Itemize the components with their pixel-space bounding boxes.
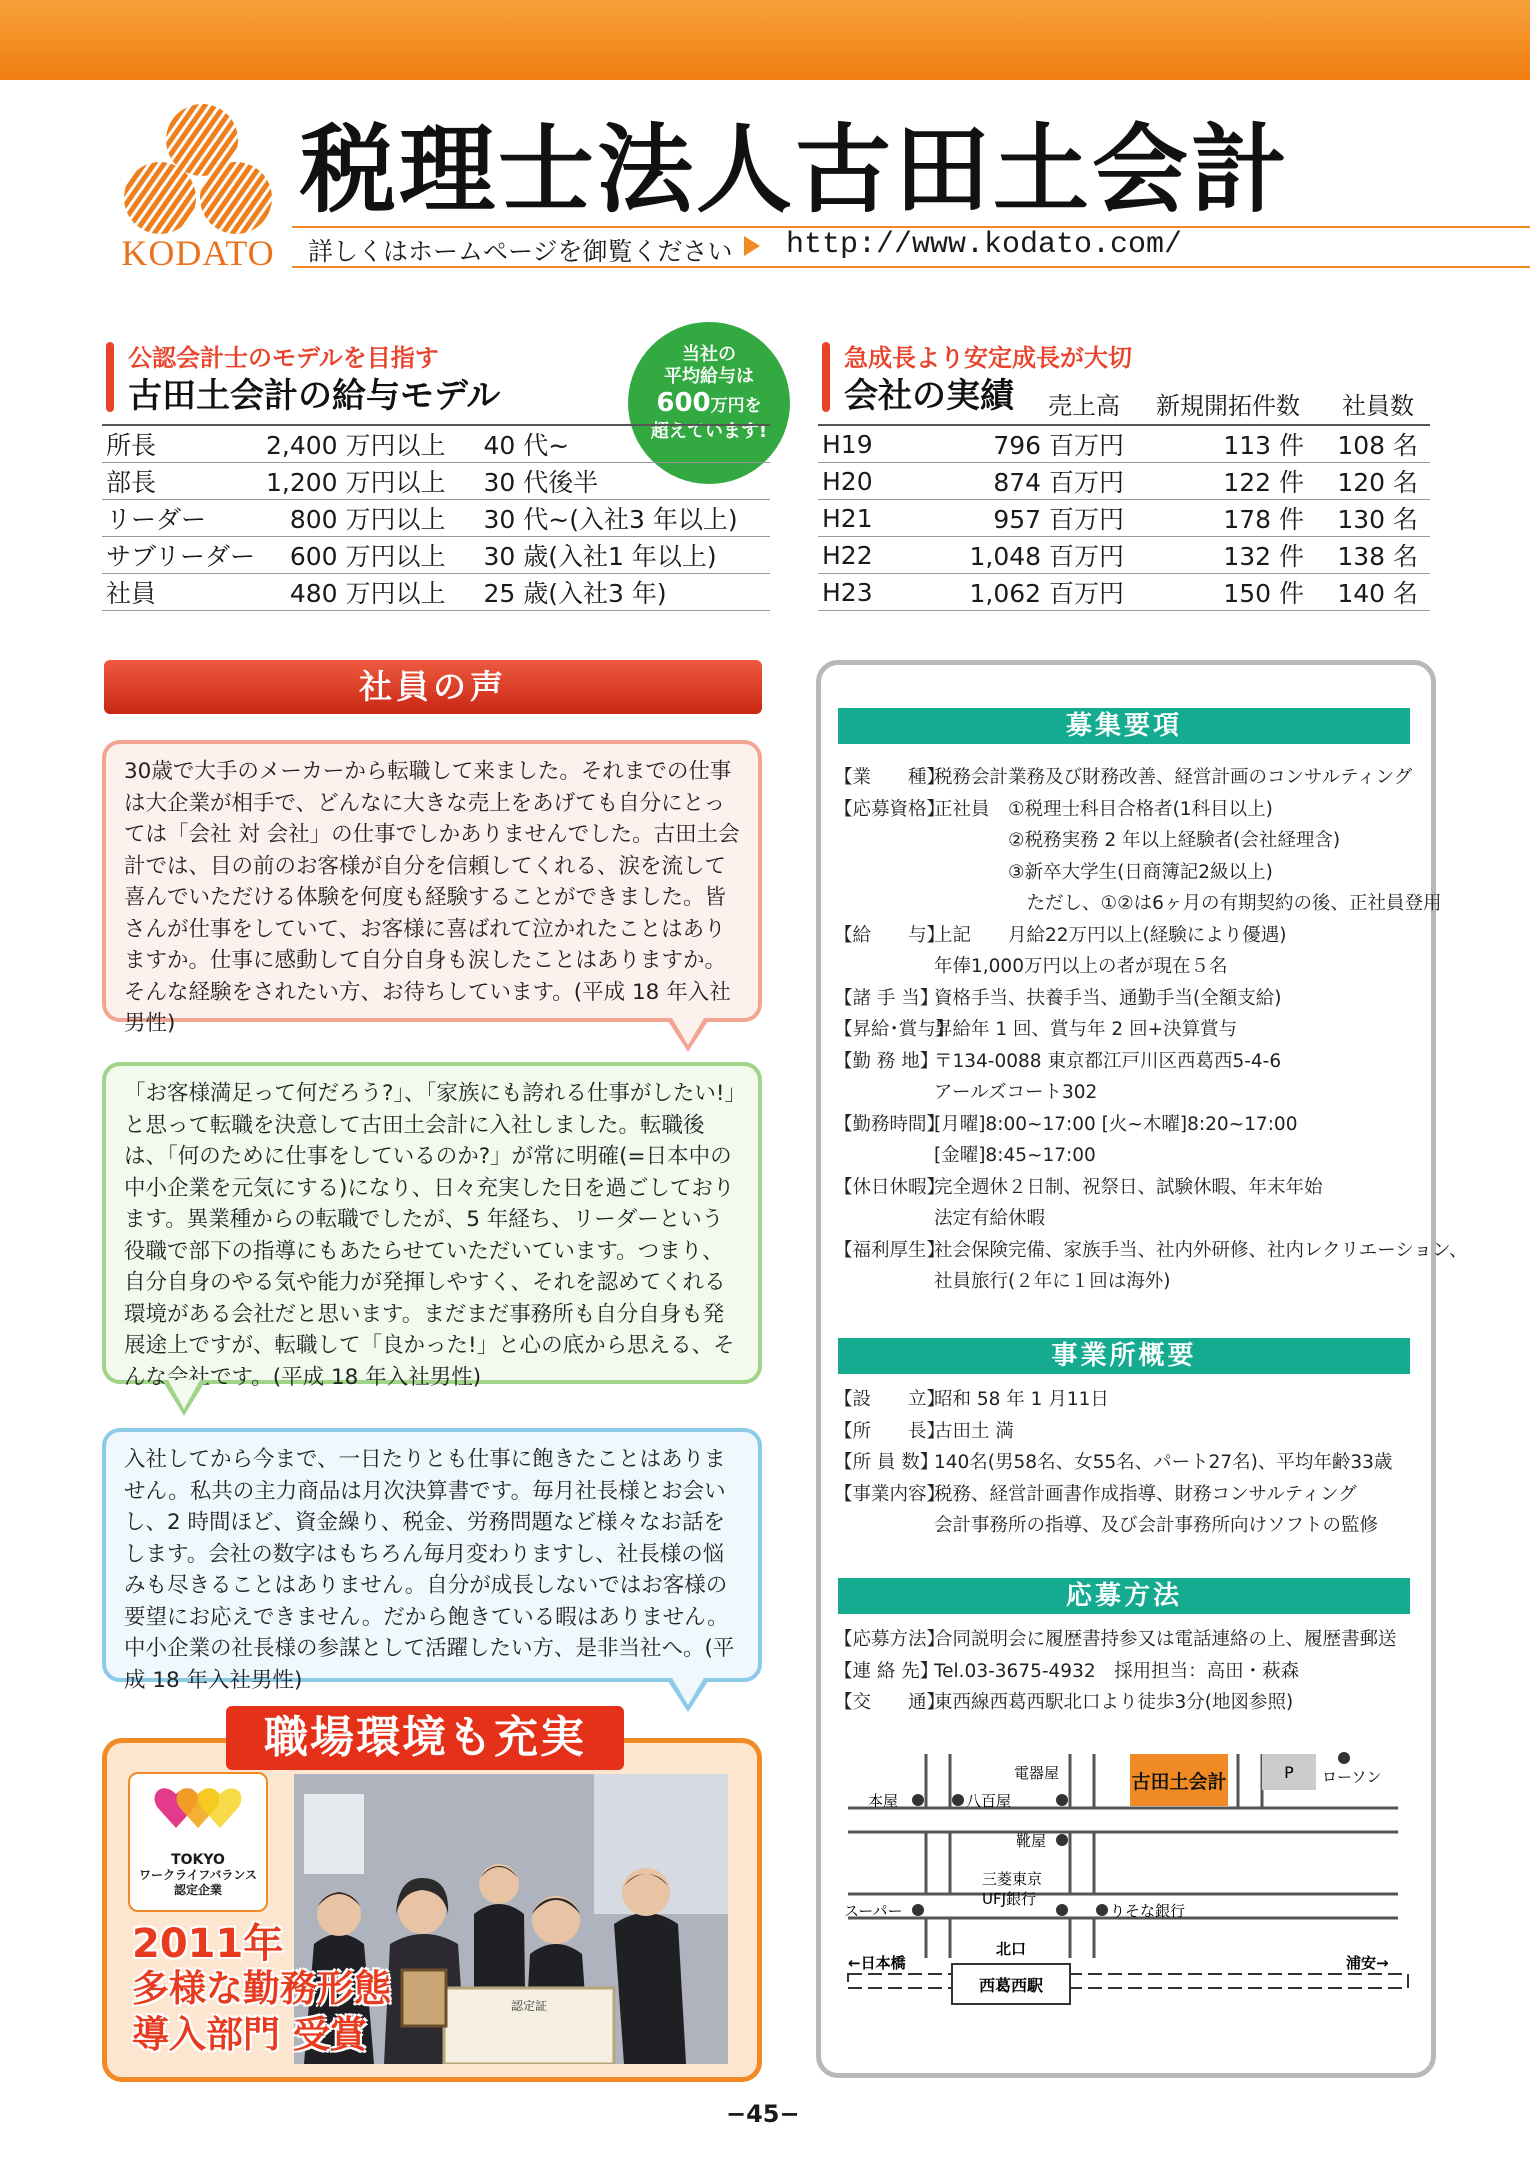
north-exit-label: 北口 [995, 1940, 1027, 1958]
info-label: 【昇給･賞与】 [834, 1019, 955, 1040]
info-label: 【設 立】 [834, 1389, 946, 1410]
salary-cell: リーダー [102, 500, 262, 537]
voice-bubble [102, 1428, 762, 1693]
info-value: 昭和 58 年 1 月11日 [934, 1389, 1109, 1410]
info-row [834, 1447, 1392, 1479]
info-value: ③新卒大学生(日商簿記2級以上) [934, 861, 1273, 883]
info-label: 【応募資格】 [834, 798, 946, 820]
perf-cell: 1,062 百万円 [928, 574, 1128, 611]
perf-cell: 130 名 [1308, 500, 1430, 537]
salary-row [102, 463, 770, 500]
perf-header-staff: 社員数 [1342, 392, 1414, 420]
voice-text: 「お客様満足って何だろう?」、「家族にも誇れる仕事がしたい!」と思って転職を決意して古田土会計に入社しました。転職後は、「何のために仕事をしているのか?」が常に明確(=日本中の中小企業を元気にする)になり、日々充実した日を過ごしております。異業種からの転職でしたが、5 年経ち、リーダーという役職で部下の指導にもあたらせていただいています。つまり、自分自身のやる気や能力が発揮しやすく、それを認めてくれる環境がある会社だと思います。まだまだ事務所も自分自身も発展途上ですが、転職して「良かった!」と心の底から思える、そんな会社です。(平成 18 年入社男性) [124, 1081, 736, 1390]
info-row [834, 920, 1468, 952]
apply-heading: 応募方法 [838, 1578, 1410, 1614]
map-label: 本屋 [868, 1792, 899, 1810]
perf-cell: 874 百万円 [928, 463, 1128, 500]
parking-label: P [1284, 1763, 1294, 1782]
info-value: [金曜]8:45~17:00 [934, 1145, 1096, 1166]
perf-cell: 113 件 [1128, 425, 1308, 463]
info-label: 【連 絡 先】 [834, 1660, 939, 1682]
perf-row [818, 500, 1430, 537]
perf-header-new-clients: 新規開拓件数 [1156, 392, 1300, 420]
homepage-text: 詳しくはホームページを御覧ください [308, 237, 733, 266]
info-value: 社会保険完備、家族手当、社内外研修、社内レクリエーション、 [934, 1239, 1468, 1261]
info-row [834, 888, 1468, 920]
salary-cell: 40 代~ [480, 425, 770, 463]
performance-table [818, 424, 1430, 611]
office-label: 古田土会計 [1131, 1771, 1227, 1793]
info-row [834, 857, 1468, 889]
info-label: 【業 種】 [834, 767, 946, 788]
badge-amount [628, 388, 790, 421]
map-label: スーパー [844, 1902, 903, 1920]
info-label: 【事業内容】 [834, 1483, 946, 1505]
salary-row [102, 537, 770, 574]
salary-subtitle: 公認会計士のモデルを目指す [128, 344, 439, 372]
info-row [834, 1479, 1392, 1511]
info-value: 年俸1,000万円以上の者が現在５名 [934, 956, 1228, 977]
bubble-tail [168, 1380, 200, 1409]
salary-cell: 600 万円以上 [262, 537, 480, 574]
info-row [834, 1624, 1397, 1656]
map-label: りそな銀行 [1110, 1902, 1186, 1920]
voice-text: 30歳で大手のメーカーから転職して来ました。それまでの仕事は大企業が相手で、どんなに大きな売上をあげても自分にとっては「会社 対 会社」の仕事でしかありませんでした。古田土会計では、目の前のお客様が自分を信頼してくれる、涙を流して喜んでいただける体験を何度も経験することができました。皆さんが仕事をしていて、お客様に喜ばれて泣かれたことはありますか。仕事に感動して自分自身も涙したことはありますか。そんな経験をされたい方、お待ちしています。(平成 18 年入社男性) [124, 759, 740, 1036]
info-label: 【諸 手 当】 [834, 987, 939, 1009]
info-row [834, 1140, 1468, 1172]
perf-row [818, 537, 1430, 574]
urayasu-label: 浦安→ [1346, 1954, 1389, 1972]
info-value: 140名(男58名、女55名、パート27名)、平均年齢33歳 [934, 1452, 1393, 1473]
voices-banner: 社員の声 [104, 660, 762, 714]
map-label: ローソン [1322, 1768, 1382, 1786]
info-row [834, 1266, 1468, 1298]
info-value: 社員旅行(２年に１回は海外) [934, 1271, 1171, 1292]
tokyo-label: ワークライフバランス [139, 1868, 257, 1882]
info-value: 東西線西葛西駅北口より徒歩3分(地図参照) [934, 1692, 1294, 1713]
recruit-heading: 募集要項 [838, 708, 1410, 744]
perf-cell: 138 名 [1308, 537, 1430, 574]
info-value: 完全週休２日制、祝祭日、試験休暇、年末年始 [934, 1176, 1323, 1198]
perf-header-sales: 売上高 [1048, 392, 1120, 420]
salary-table [102, 424, 770, 611]
badge-number: 600 [656, 388, 711, 418]
map-label: 靴屋 [1016, 1832, 1047, 1850]
certificate-text: 認定証 [510, 1999, 548, 2013]
info-row [834, 1172, 1468, 1204]
info-row [834, 762, 1468, 794]
info-label: 【所 員 数】 [834, 1452, 939, 1473]
info-value: 税務、経営計画書作成指導、財務コンサルティング [934, 1483, 1357, 1505]
map-label: 三菱東京 [982, 1870, 1043, 1888]
info-value: [月曜]8:00~17:00 [火~木曜]8:20~17:00 [934, 1113, 1298, 1135]
award-year: 2011年 [132, 1921, 284, 1967]
info-row [834, 1687, 1397, 1719]
access-map [838, 1748, 1412, 2010]
badge-line: 超えています! [650, 421, 768, 442]
info-value: 合同説明会に履歴書持参又は電話連絡の上、履歴書郵送 [934, 1629, 1397, 1650]
perf-cell: H22 [818, 537, 928, 574]
salary-row [102, 574, 770, 611]
map-label: 八百屋 [966, 1792, 1012, 1810]
apply-list [834, 1624, 1397, 1719]
salary-cell: サブリーダー [102, 537, 262, 574]
salary-title: 古田土会計の給与モデル [128, 376, 501, 416]
perf-cell: 140 名 [1308, 574, 1430, 611]
info-label: 【応募方法】 [834, 1629, 946, 1650]
badge-line: 平均給与は [664, 366, 754, 387]
environment-banner: 職場環境も充実 [226, 1706, 624, 1770]
info-row [834, 1235, 1468, 1267]
info-value: 法定有給休暇 [934, 1208, 1046, 1229]
salary-row [102, 500, 770, 537]
info-row [834, 1203, 1468, 1235]
perf-row [818, 574, 1430, 611]
info-row [834, 1109, 1468, 1141]
perf-cell: H21 [818, 500, 928, 537]
info-row [834, 951, 1468, 983]
perf-cell: 150 件 [1128, 574, 1308, 611]
info-label: 【勤務時間】 [834, 1113, 946, 1135]
voice-bubble [102, 1062, 762, 1390]
salary-cell: 800 万円以上 [262, 500, 480, 537]
info-value: ただし、①②は6ヶ月の有期契約の後、正社員登用 [934, 893, 1442, 914]
perf-cell: 957 百万円 [928, 500, 1128, 537]
voice-bubble [102, 740, 762, 1036]
perf-cell: 122 件 [1128, 463, 1308, 500]
info-row [834, 1046, 1468, 1078]
salary-cell: 社員 [102, 574, 262, 611]
office-heading: 事業所概要 [838, 1338, 1410, 1374]
info-value: 会計事務所の指導、及び会計事務所向けソフトの監修 [934, 1515, 1379, 1536]
award-line: 多様な勤務形態 [132, 1967, 391, 2010]
salary-cell: 480 万円以上 [262, 574, 480, 611]
salary-cell: 25 歳(入社3 年) [480, 574, 770, 611]
award-line: 導入部門 受賞 [132, 2013, 367, 2056]
tokyo-wlb-card [128, 1772, 268, 1912]
logo-text: KODATO [121, 233, 275, 273]
info-label: 【福利厚生】 [834, 1239, 946, 1261]
map-label: 電器屋 [1014, 1764, 1060, 1782]
salary-cell: 部長 [102, 463, 262, 500]
info-row [834, 983, 1468, 1015]
info-row [834, 825, 1468, 857]
company-title: 税理士法人古田土会計 [300, 114, 1290, 226]
perf-cell: 178 件 [1128, 500, 1308, 537]
perf-cell: H19 [818, 425, 928, 463]
salary-cell: 1,200 万円以上 [262, 463, 480, 500]
info-label: 【休日休暇】 [834, 1176, 946, 1198]
performance-title: 会社の実績 [844, 376, 1014, 416]
info-label: 【交 通】 [834, 1692, 946, 1713]
performance-subtitle: 急成長より安定成長が大切 [844, 344, 1132, 372]
info-value: 正社員 ①税理士科目合格者(1科目以上) [934, 798, 1273, 820]
arrow-right-icon [744, 236, 760, 256]
recruit-list [834, 762, 1468, 1298]
perf-cell: 120 名 [1308, 463, 1430, 500]
info-value: 税務会計業務及び財務改善、経営計画のコンサルティング [934, 767, 1413, 788]
info-row [834, 1077, 1468, 1109]
info-label: 【勤 務 地】 [834, 1050, 939, 1072]
info-row [834, 1416, 1392, 1448]
info-row [834, 1384, 1392, 1416]
perf-cell: 132 件 [1128, 537, 1308, 574]
salary-cell: 2,400 万円以上 [262, 425, 480, 463]
tokyo-label: 認定企業 [173, 1883, 222, 1897]
info-row [834, 1014, 1468, 1046]
perf-cell: 796 百万円 [928, 425, 1128, 463]
top-color-bar [0, 0, 1530, 80]
salary-cell: 所長 [102, 425, 262, 463]
heading-bar [106, 342, 114, 412]
bubble-tail [672, 1018, 704, 1045]
station-label: 西葛西駅 [978, 1976, 1044, 1995]
homepage-url-link[interactable]: http://www.kodato.com/ [786, 228, 1183, 262]
salary-cell: 30 歳(入社1 年以上) [480, 537, 770, 574]
info-value: 上記 月給22万円以上(経験により優遇) [934, 924, 1287, 946]
page-number: −45− [726, 2100, 800, 2128]
heart-logo-icon [148, 1780, 248, 1844]
perf-row [818, 463, 1430, 500]
salary-cell: 30 代後半 [480, 463, 770, 500]
info-label: 【給 与】 [834, 924, 946, 946]
perf-cell: H20 [818, 463, 928, 500]
info-value: アールズコート302 [934, 1082, 1098, 1103]
nihonbashi-label: ←日本橋 [848, 1954, 906, 1972]
perf-cell: 108 名 [1308, 425, 1430, 463]
heading-bar [822, 342, 830, 412]
badge-unit: 万円を [710, 396, 762, 416]
info-value: 資格手当、扶養手当、通勤手当(全額支給) [934, 987, 1282, 1009]
info-value: Tel.03-3675-4932 採用担当：高田・萩森 [934, 1660, 1300, 1682]
tokyo-label: TOKYO [171, 1852, 225, 1868]
info-value: ②税務実務 2 年以上経験者(会社経理含) [934, 830, 1341, 851]
info-label: 【所 長】 [834, 1420, 946, 1442]
salary-row [102, 425, 770, 463]
info-value: 昇給年 1 回、賞与年 2 回+決算賞与 [934, 1019, 1238, 1040]
info-value: 〒134-0088 東京都江戸川区西葛西5-4-6 [934, 1050, 1282, 1072]
voice-text: 入社してから今まで、一日たりとも仕事に飽きたことはありません。私共の主力商品は月次決算書です。毎月社長様とお会いし、2 時間ほど、資金繰り、税金、労務問題など様々なお話をします。会社の数字はもちろん毎月変わりますし、社長様の悩みも尽きることはありません。自分が成長しないではお客様の要望にお応えできません。だから飽きている暇はありません。中小企業の社長様の参謀として活躍したい方、是非当社へ。(平成 18 年入社男性) [124, 1447, 735, 1693]
salary-cell: 30 代~(入社3 年以上) [480, 500, 770, 537]
perf-cell: 1,048 百万円 [928, 537, 1128, 574]
info-row [834, 794, 1468, 826]
info-value: 古田土 満 [934, 1420, 1014, 1442]
award-text [132, 1922, 391, 2058]
info-row [834, 1656, 1397, 1688]
perf-cell: H23 [818, 574, 928, 611]
info-row [834, 1510, 1392, 1542]
map-label: UFJ銀行 [982, 1890, 1037, 1908]
badge-line: 当社の [682, 344, 736, 365]
bubble-tail [672, 1678, 704, 1705]
office-list [834, 1384, 1392, 1542]
perf-row [818, 425, 1430, 463]
